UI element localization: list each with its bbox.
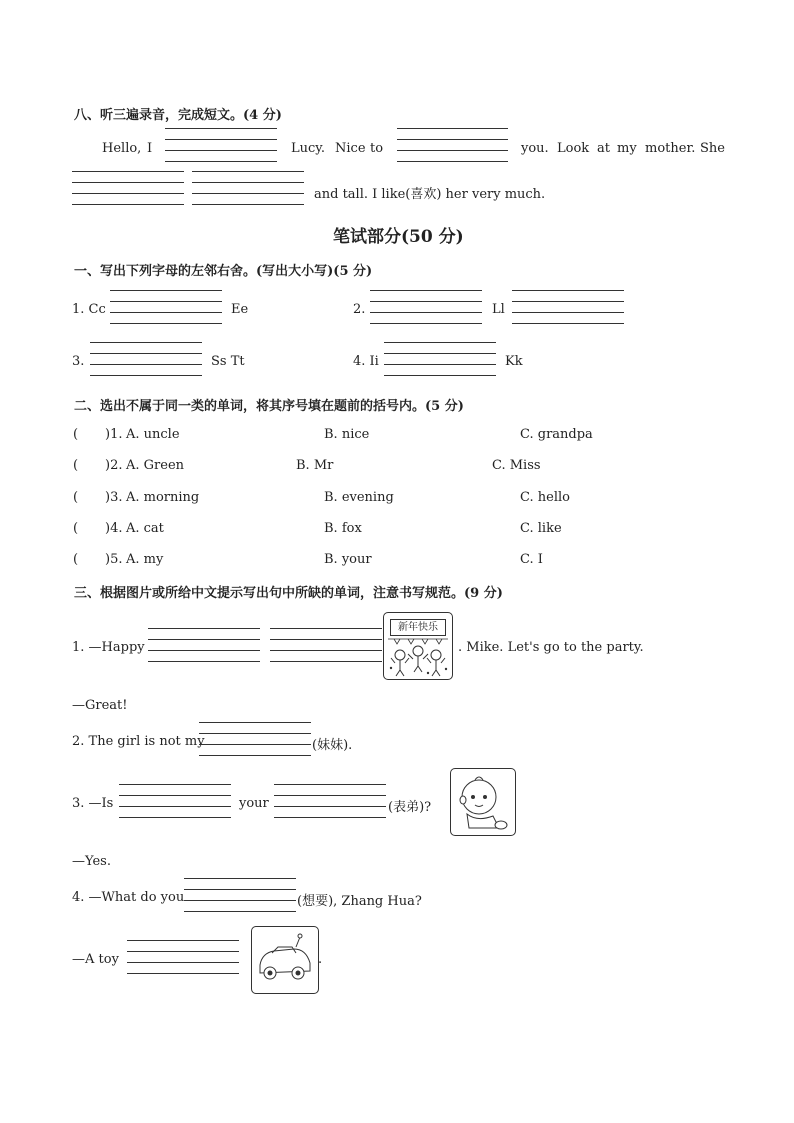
text-look: Look	[557, 141, 590, 156]
p3q4-start: 4. —What do you	[72, 890, 185, 905]
mc1-num: )1.	[105, 427, 123, 442]
text-she: She	[700, 141, 725, 156]
p3q2-end: (妹妹).	[312, 738, 353, 753]
p3q3-start: 3. —Is	[72, 796, 114, 811]
mc5-option-a: A. my	[126, 552, 164, 567]
mc2-option-c: C. Miss	[492, 458, 541, 473]
text-i: I	[147, 141, 153, 156]
q4-label: 4. Ii	[353, 354, 379, 369]
mc3-option-c: C. hello	[520, 490, 570, 505]
p3q3-end: (表弟)?	[388, 800, 432, 815]
q1-label: 1. Cc	[72, 302, 106, 317]
p3q4-blank-1[interactable]	[184, 878, 296, 912]
text-nice: Nice	[335, 141, 366, 156]
p3q4-reply: —A toy	[72, 952, 119, 967]
q5-paren: (	[73, 552, 79, 567]
mc3-option-a: A. morning	[126, 490, 200, 505]
mc3-num: )3.	[105, 490, 123, 505]
p3q2-start: 2. The girl is not my	[72, 734, 205, 749]
q3-blank[interactable]	[90, 342, 202, 376]
mc5-option-c: C. I	[520, 552, 543, 567]
p3q3-mid: your	[239, 796, 269, 811]
q3-right: Ss Tt	[211, 354, 245, 369]
p3q3-blank-2[interactable]	[274, 784, 386, 818]
mc2-option-b: B. Mr	[296, 458, 334, 473]
part3-title: 三、根据图片或所给中文提示写出句中所缺的单词，注意书写规范。(9 分)	[74, 586, 503, 601]
p3q3-reply: —Yes.	[72, 854, 111, 869]
p3q1-start: 1. —Happy	[72, 640, 145, 655]
mc2-num: )2.	[105, 458, 123, 473]
mc5-num: )5.	[105, 552, 123, 567]
q4-blank[interactable]	[384, 342, 496, 376]
writing-blank-2[interactable]	[397, 128, 508, 162]
text-at: at	[597, 141, 610, 156]
text-my: my	[617, 141, 637, 156]
q3-paren: (	[73, 490, 79, 505]
mc5-option-b: B. your	[324, 552, 372, 567]
q2-mid: Ll	[492, 302, 505, 317]
q2-blank-right[interactable]	[512, 290, 624, 324]
mc2-option-a: A. Green	[126, 458, 185, 473]
baby-icon	[451, 769, 515, 835]
section8-title: 八、听三遍录音，完成短文。(4 分)	[74, 108, 282, 123]
text-to: to	[370, 141, 384, 156]
q2-label: 2.	[353, 302, 366, 317]
kids-celebrating-icon	[384, 635, 452, 679]
mc1-option-c: C. grandpa	[520, 427, 593, 442]
p3q4-end: (想要), Zhang Hua?	[297, 894, 422, 909]
text-you: you.	[521, 141, 549, 156]
mc4-option-c: C. like	[520, 521, 562, 536]
p3q3-blank-1[interactable]	[119, 784, 231, 818]
p3q1-blank-1[interactable]	[148, 628, 260, 662]
q2-paren: (	[73, 458, 79, 473]
q1-paren: (	[73, 427, 79, 442]
mc3-option-b: B. evening	[324, 490, 394, 505]
writing-blank-4[interactable]	[192, 171, 304, 205]
toy-car-icon	[252, 927, 318, 993]
part2-title: 二、选出不属于同一类的单词，将其序号填在题前的括号内。(5 分)	[74, 399, 464, 414]
text-mother: mother.	[645, 141, 696, 156]
q1-right: Ee	[231, 302, 249, 317]
written-part-title: 笔试部分(50 分)	[333, 227, 464, 247]
text-lucy: Lucy.	[291, 141, 326, 156]
toy-car-picture	[251, 926, 319, 994]
p3q1-reply: —Great!	[72, 698, 128, 713]
new-year-sign: 新年快乐	[390, 619, 446, 636]
writing-blank-3[interactable]	[72, 171, 184, 205]
baby-cousin-picture	[450, 768, 516, 836]
p3q4-blank-2[interactable]	[127, 940, 239, 974]
q1-blank[interactable]	[110, 290, 222, 324]
text-hello: Hello,	[102, 141, 142, 156]
part1-title: 一、写出下列字母的左邻右舍。(写出大小写)(5 分)	[74, 264, 373, 279]
text-line2-end: and tall. I like(喜欢) her very much.	[314, 187, 546, 202]
q2-blank-left[interactable]	[370, 290, 482, 324]
mc4-option-a: A. cat	[126, 521, 164, 536]
mc1-option-b: B. nice	[324, 427, 370, 442]
p3q4-dot: .	[318, 952, 323, 967]
mc1-option-a: A. uncle	[126, 427, 180, 442]
mc4-num: )4.	[105, 521, 123, 536]
new-year-picture	[383, 612, 453, 680]
p3q1-end: . Mike. Let's go to the party.	[458, 640, 644, 655]
q3-label: 3.	[72, 354, 85, 369]
writing-blank-1[interactable]	[165, 128, 277, 162]
p3q2-blank[interactable]	[199, 722, 311, 756]
mc4-option-b: B. fox	[324, 521, 362, 536]
q4-paren: (	[73, 521, 79, 536]
p3q1-blank-2[interactable]	[270, 628, 382, 662]
q4-right: Kk	[505, 354, 523, 369]
